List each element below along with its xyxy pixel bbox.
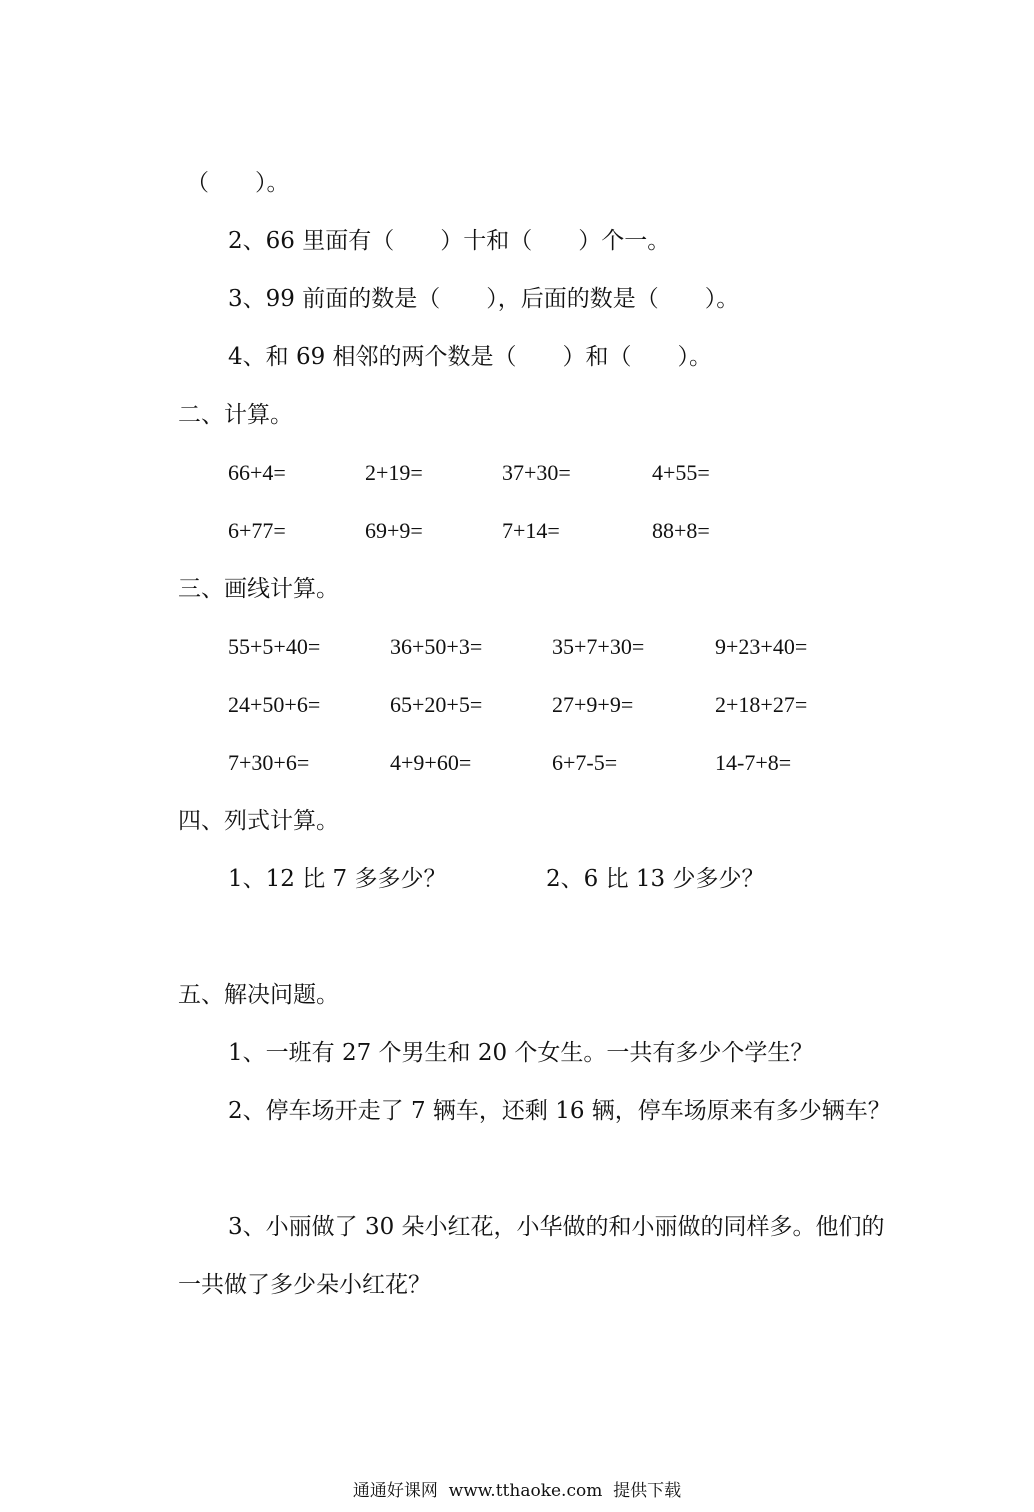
question-4-1: 1、12 比 7 多多少？ xyxy=(228,866,447,892)
line-calc-item: 14-7+8= xyxy=(715,750,792,775)
page-footer: 通通好课网 www.tthaoke.com 提供下载 xyxy=(352,1481,682,1501)
section-heading-line-calc: 三、画线计算。 xyxy=(178,576,339,602)
calc-item: 7+14= xyxy=(502,518,560,543)
line-calc-item: 2+18+27= xyxy=(715,692,808,717)
line-calc-item: 6+7-5= xyxy=(552,750,618,775)
calc-item: 66+4= xyxy=(228,460,286,485)
line-calc-item: 4+9+60= xyxy=(390,750,472,775)
calc-item: 69+9= xyxy=(365,518,423,543)
line-calc-item: 55+5+40= xyxy=(228,634,321,659)
question-4-2: 2、6 比 13 少多少？ xyxy=(546,866,765,892)
question-1-3: 3、99 前面的数是（ ），后面的数是（ ）。 xyxy=(228,286,740,312)
line-calc-item: 7+30+6= xyxy=(228,750,310,775)
calc-item: 37+30= xyxy=(502,460,571,485)
fill-blank-continuation: （ ）。 xyxy=(186,170,290,196)
section-heading-formula: 四、列式计算。 xyxy=(178,808,339,834)
calc-item: 6+77= xyxy=(228,518,286,543)
section-heading-calc: 二、计算。 xyxy=(178,402,293,428)
calc-item: 88+8= xyxy=(652,518,710,543)
question-5-2: 2、停车场开走了 7 辆车，还剩 16 辆，停车场原来有多少辆车？ xyxy=(228,1098,891,1124)
line-calc-item: 27+9+9= xyxy=(552,692,634,717)
question-5-3-line2: 一共做了多少朵小红花？ xyxy=(178,1272,431,1298)
calc-item: 2+19= xyxy=(365,460,423,485)
question-5-3-line1: 3、小丽做了 30 朵小红花，小华做的和小丽做的同样多。他们的 xyxy=(228,1214,885,1240)
question-1-2: 2、66 里面有（ ）十和（ ）个一。 xyxy=(228,228,671,254)
calc-item: 4+55= xyxy=(652,460,710,485)
line-calc-item: 24+50+6= xyxy=(228,692,321,717)
line-calc-item: 9+23+40= xyxy=(715,634,808,659)
line-calc-item: 65+20+5= xyxy=(390,692,483,717)
question-5-1: 1、一班有 27 个男生和 20 个女生。一共有多少个学生？ xyxy=(228,1040,814,1066)
question-1-4: 4、和 69 相邻的两个数是（ ）和（ ）。 xyxy=(228,344,713,370)
section-heading-problems: 五、解决问题。 xyxy=(178,982,339,1008)
line-calc-item: 36+50+3= xyxy=(390,634,483,659)
line-calc-item: 35+7+30= xyxy=(552,634,645,659)
